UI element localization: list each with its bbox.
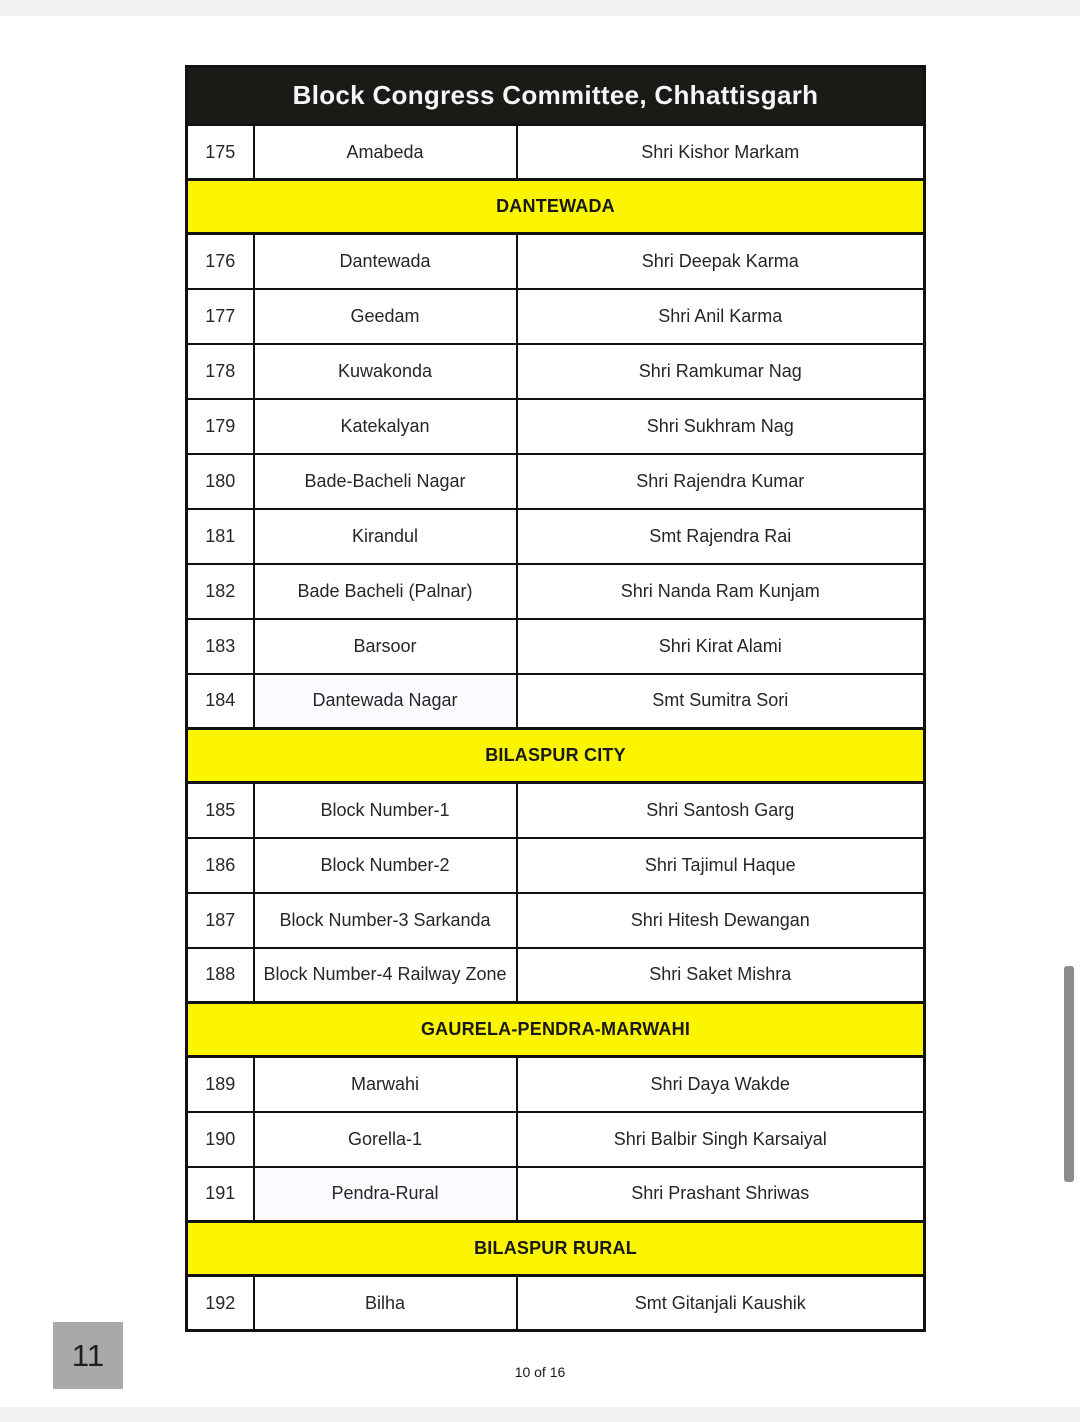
block-name-cell: Block Number-4 Railway Zone	[254, 948, 517, 1003]
serial-number-cell: 181	[187, 509, 254, 564]
section-header-label: BILASPUR CITY	[187, 729, 925, 783]
block-name-cell: Barsoor	[254, 619, 517, 674]
section-header-label: DANTEWADA	[187, 180, 925, 234]
table-row	[187, 289, 925, 344]
serial-number-cell: 176	[187, 234, 254, 289]
serial-number-cell: 187	[187, 893, 254, 948]
member-name-cell: Shri Prashant Shriwas	[517, 1167, 925, 1222]
member-name-cell: Shri Kishor Markam	[517, 125, 925, 180]
member-name-cell: Shri Balbir Singh Karsaiyal	[517, 1112, 925, 1167]
member-name-cell: Shri Sukhram Nag	[517, 399, 925, 454]
table-row	[187, 454, 925, 509]
block-name-cell: Gorella-1	[254, 1112, 517, 1167]
table-row	[187, 125, 925, 180]
serial-number-cell: 179	[187, 399, 254, 454]
section-header-label: GAURELA-PENDRA-MARWAHI	[187, 1003, 925, 1057]
table-row	[187, 619, 925, 674]
table-row	[187, 783, 925, 838]
bottom-bar	[0, 1407, 1080, 1422]
serial-number-cell: 192	[187, 1276, 254, 1331]
serial-number-cell: 191	[187, 1167, 254, 1222]
block-name-cell: Katekalyan	[254, 399, 517, 454]
member-name-cell: Shri Nanda Ram Kunjam	[517, 564, 925, 619]
committee-table	[185, 65, 926, 1332]
table-row	[187, 509, 925, 564]
serial-number-cell: 183	[187, 619, 254, 674]
section-header-row	[187, 1003, 925, 1057]
table-row	[187, 399, 925, 454]
table-row	[187, 1112, 925, 1167]
serial-number-cell: 180	[187, 454, 254, 509]
member-name-cell: Shri Santosh Garg	[517, 783, 925, 838]
table-row	[187, 948, 925, 1003]
block-name-cell: Marwahi	[254, 1057, 517, 1112]
top-bar	[0, 0, 1080, 16]
serial-number-cell: 177	[187, 289, 254, 344]
member-name-cell: Shri Kirat Alami	[517, 619, 925, 674]
block-name-cell: Pendra-Rural	[254, 1167, 517, 1222]
serial-number-cell: 175	[187, 125, 254, 180]
block-name-cell: Dantewada Nagar	[254, 674, 517, 729]
member-name-cell: Shri Daya Wakde	[517, 1057, 925, 1112]
member-name-cell: Smt Sumitra Sori	[517, 674, 925, 729]
member-name-cell: Shri Rajendra Kumar	[517, 454, 925, 509]
section-header-row	[187, 729, 925, 783]
table-row	[187, 838, 925, 893]
serial-number-cell: 178	[187, 344, 254, 399]
section-header-label: BILASPUR RURAL	[187, 1222, 925, 1276]
table-body	[187, 125, 925, 1331]
member-name-cell: Shri Ramkumar Nag	[517, 344, 925, 399]
block-name-cell: Block Number-2	[254, 838, 517, 893]
table-row	[187, 674, 925, 729]
vertical-scrollbar-thumb[interactable]	[1064, 966, 1074, 1182]
table-row	[187, 344, 925, 399]
serial-number-cell: 182	[187, 564, 254, 619]
block-name-cell: Block Number-3 Sarkanda	[254, 893, 517, 948]
block-name-cell: Block Number-1	[254, 783, 517, 838]
serial-number-cell: 186	[187, 838, 254, 893]
block-name-cell: Geedam	[254, 289, 517, 344]
block-name-cell: Bilha	[254, 1276, 517, 1331]
block-name-cell: Bade-Bacheli Nagar	[254, 454, 517, 509]
block-name-cell: Dantewada	[254, 234, 517, 289]
member-name-cell: Shri Deepak Karma	[517, 234, 925, 289]
member-name-cell: Smt Gitanjali Kaushik	[517, 1276, 925, 1331]
table-row	[187, 893, 925, 948]
serial-number-cell: 189	[187, 1057, 254, 1112]
serial-number-cell: 190	[187, 1112, 254, 1167]
table-row	[187, 1057, 925, 1112]
page-indicator: 10 of 16	[514, 1364, 566, 1380]
serial-number-cell: 188	[187, 948, 254, 1003]
member-name-cell: Smt Rajendra Rai	[517, 509, 925, 564]
block-name-cell: Amabeda	[254, 125, 517, 180]
table-row	[187, 1276, 925, 1331]
section-header-row	[187, 180, 925, 234]
table-title-row	[187, 67, 925, 125]
page-title: Block Congress Committee, Chhattisgarh	[187, 67, 925, 125]
block-name-cell: Bade Bacheli (Palnar)	[254, 564, 517, 619]
table-row	[187, 234, 925, 289]
block-name-cell: Kirandul	[254, 509, 517, 564]
block-name-cell: Kuwakonda	[254, 344, 517, 399]
member-name-cell: Shri Saket Mishra	[517, 948, 925, 1003]
page-number-badge: 11	[53, 1322, 123, 1389]
section-header-row	[187, 1222, 925, 1276]
member-name-cell: Shri Tajimul Haque	[517, 838, 925, 893]
member-name-cell: Shri Anil Karma	[517, 289, 925, 344]
serial-number-cell: 184	[187, 674, 254, 729]
table-row	[187, 564, 925, 619]
table-row	[187, 1167, 925, 1222]
member-name-cell: Shri Hitesh Dewangan	[517, 893, 925, 948]
serial-number-cell: 185	[187, 783, 254, 838]
